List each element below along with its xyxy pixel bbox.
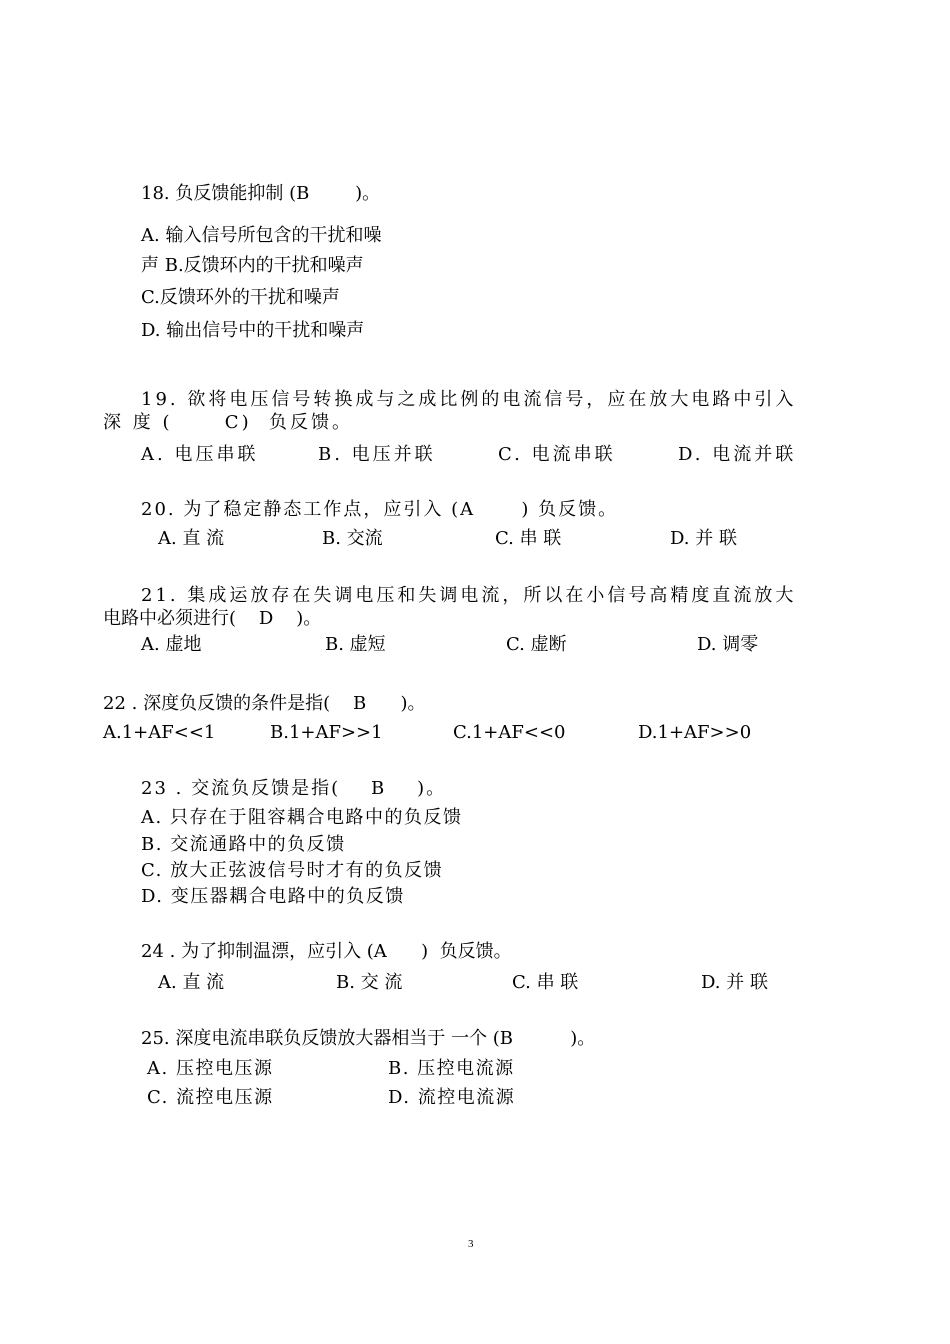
q24-option-a: A. 直 流 <box>158 972 225 993</box>
q22-option-a: A.1+AF<<1 <box>103 722 216 743</box>
q25-option-a: A. 压控电压源 <box>147 1058 274 1079</box>
q19-option-b: B. 电压并联 <box>318 444 436 465</box>
q20-option-c: C. 串 联 <box>495 528 562 549</box>
q20-option-a: A. 直 流 <box>158 528 225 549</box>
q19-option-c: C. 电流串联 <box>498 444 616 465</box>
q20-option-d: D. 并 联 <box>670 528 737 549</box>
q21-stem-line1: 21. 集成运放存在失调电压和失调电流，所以在小信号高精度直流放大 <box>141 585 797 606</box>
q21-option-b: B. 虚短 <box>325 634 386 655</box>
q22-option-d: D.1+AF>>0 <box>638 722 752 743</box>
q19-stem-line2: 深 度 ( C) 负反馈。 <box>103 412 354 433</box>
q23-option-c: C. 放大正弦波信号时才有的负反馈 <box>141 860 444 881</box>
q18-stem: 18. 负反馈能抑制 (B )。 <box>141 183 381 204</box>
q18-option-c: C.反馈环外的干扰和噪声 <box>141 287 340 308</box>
q18-option-d: D. 输出信号中的干扰和噪声 <box>141 320 365 341</box>
q22-option-b: B.1+AF>>1 <box>270 722 383 743</box>
q25-stem: 25. 深度电流串联负反馈放大器相当于 一个 (B )。 <box>141 1028 596 1049</box>
q24-stem: 24 . 为了抑制温漂，应引入 (A ) 负反馈。 <box>141 941 512 962</box>
q22-stem: 22 . 深度负反馈的条件是指( B )。 <box>103 693 426 714</box>
q20-option-b: B. 交流 <box>322 528 383 549</box>
q25-option-d: D. 流控电流源 <box>388 1087 516 1108</box>
q18-option-b: 声 B.反馈环内的干扰和噪声 <box>141 255 364 276</box>
q25-option-b: B. 压控电流源 <box>388 1058 515 1079</box>
q23-option-b: B. 交流通路中的负反馈 <box>141 834 346 855</box>
page-number: 3 <box>468 1238 474 1250</box>
q21-option-d: D. 调零 <box>697 634 759 655</box>
q24-option-d: D. 并 联 <box>701 972 768 993</box>
q25-option-c: C. 流控电压源 <box>147 1087 274 1108</box>
q19-stem-line1: 19. 欲将电压信号转换成与之成比例的电流信号，应在放大电路中引入 <box>141 389 797 410</box>
q18-option-a: A. 输入信号所包含的干扰和噪 <box>141 225 382 246</box>
q20-stem: 20. 为了稳定静态工作点，应引入 (A ) 负反馈。 <box>141 499 619 520</box>
q23-option-a: A. 只存在于阻容耦合电路中的负反馈 <box>141 807 463 828</box>
q21-stem-line2: 电路中必须进行( D )。 <box>103 608 322 629</box>
q19-option-d: D. 电流并联 <box>678 444 797 465</box>
q23-option-d: D. 变压器耦合电路中的负反馈 <box>141 886 405 907</box>
q23-stem: 23 . 交流负反馈是指( B )。 <box>141 778 447 799</box>
q19-option-a: A. 电压串联 <box>141 444 259 465</box>
q22-option-c: C.1+AF<<0 <box>453 722 566 743</box>
q24-option-b: B. 交 流 <box>336 972 403 993</box>
q24-option-c: C. 串 联 <box>512 972 579 993</box>
q21-option-c: C. 虚断 <box>506 634 567 655</box>
q21-option-a: A. 虚地 <box>141 634 202 655</box>
